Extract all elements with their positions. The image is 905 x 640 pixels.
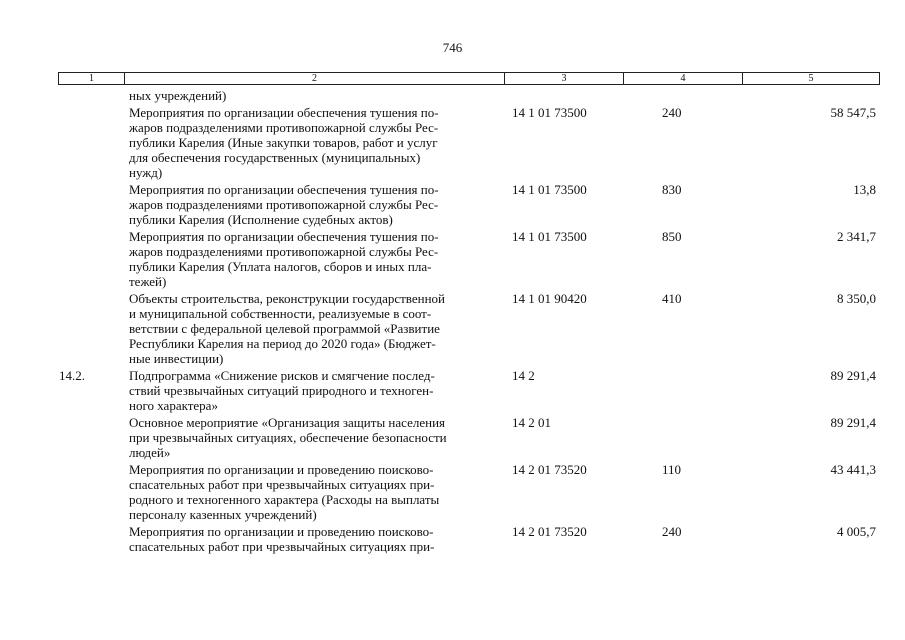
row-code: 14 2 01 73520 xyxy=(512,524,587,539)
row-sum: 4 005,7 xyxy=(837,524,876,539)
table-row xyxy=(58,182,880,227)
table-row xyxy=(58,415,880,460)
row-name: Мероприятия по организации и проведению поисково- спасательных работ при чрезвычайных ситуациях при- xyxy=(129,524,435,554)
row-sum: 8 350,0 xyxy=(837,291,876,306)
budget-table-body xyxy=(58,88,880,556)
row-name: Основное мероприятие «Организация защиты населения при чрезвычайных ситуациях, обеспечение безопасности людей» xyxy=(129,415,447,460)
row-sum: 89 291,4 xyxy=(830,415,876,430)
row-name: Мероприятия по организации и проведению поисково- спасательных работ при чрезвычайных ситуациях при- родного и техногенного характера (Расходы на выплаты персоналу казенных учреждений) xyxy=(129,462,440,522)
table-row xyxy=(58,291,880,366)
row-sum: 58 547,5 xyxy=(830,105,876,120)
row-name: Объекты строительства, реконструкции государственной и муниципальной собственности, реализуемые в соот- ветствии с федеральной целевой программой «Развитие Республики Карелия на период до 2020 года» (Бюджет- ные инвестиции) xyxy=(129,291,446,366)
row-code: 14 1 01 73500 xyxy=(512,182,587,197)
row-sum: 2 341,7 xyxy=(837,229,876,244)
page-number: 746 xyxy=(442,40,463,55)
row-expense-type: 850 xyxy=(662,229,682,244)
table-row xyxy=(58,88,880,103)
column-header-3: 3 xyxy=(505,73,624,84)
table-row xyxy=(58,105,880,180)
row-code: 14 2 01 xyxy=(512,415,551,430)
row-code: 14 1 01 73500 xyxy=(512,229,587,244)
row-expense-type: 240 xyxy=(662,105,682,120)
row-sum: 89 291,4 xyxy=(830,368,876,383)
row-code: 14 2 01 73520 xyxy=(512,462,587,477)
row-sum: 13,8 xyxy=(853,182,876,197)
row-code: 14 1 01 73500 xyxy=(512,105,587,120)
table-row xyxy=(58,229,880,289)
column-header-1: 1 xyxy=(59,73,125,84)
row-expense-type: 410 xyxy=(662,291,682,306)
table-row xyxy=(58,524,880,554)
table-row xyxy=(58,368,880,413)
table-header-row xyxy=(58,72,880,85)
row-name: Мероприятия по организации обеспечения тушения по- жаров подразделениями противопожарной службы Рес- публики Карелия (Исполнение судебных актов) xyxy=(129,182,439,227)
column-header-4: 4 xyxy=(624,73,743,84)
column-header-5: 5 xyxy=(808,73,814,84)
row-expense-type: 240 xyxy=(662,524,682,539)
row-code: 14 1 01 90420 xyxy=(512,291,587,306)
table-row xyxy=(58,462,880,522)
row-expense-type: 830 xyxy=(662,182,682,197)
row-name: ных учреждений) xyxy=(129,88,227,103)
row-number: 14.2. xyxy=(59,368,85,383)
row-name: Мероприятия по организации обеспечения тушения по- жаров подразделениями противопожарной службы Рес- публики Карелия (Уплата налогов, сборов и иных пла- тежей) xyxy=(129,229,439,289)
row-code: 14 2 xyxy=(512,368,535,383)
row-expense-type: 110 xyxy=(662,462,682,477)
row-name: Мероприятия по организации обеспечения тушения по- жаров подразделениями противопожарной службы Рес- публики Карелия (Иные закупки товаров, работ и услуг для обеспечения государственных (муниципальных) нужд) xyxy=(129,105,439,180)
column-header-2: 2 xyxy=(125,73,505,84)
row-name: Подпрограмма «Снижение рисков и смягчение послед- ствий чрезвычайных ситуаций природного и техноген- ного характера» xyxy=(129,368,435,413)
row-sum: 43 441,3 xyxy=(830,462,876,477)
